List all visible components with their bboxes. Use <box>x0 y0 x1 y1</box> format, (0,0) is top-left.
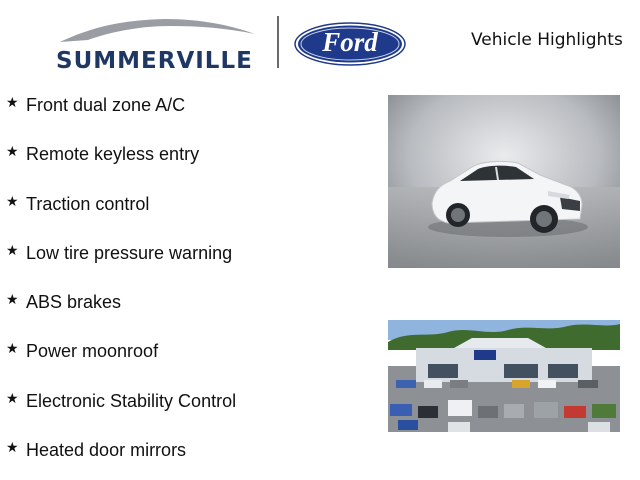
list-item <box>6 143 236 192</box>
list-item <box>6 439 236 480</box>
star-icon: ★ <box>6 242 19 259</box>
star-icon: ★ <box>6 440 19 457</box>
list-item <box>6 340 236 389</box>
list-item <box>6 291 236 340</box>
feature-list <box>6 94 236 480</box>
car-silhouette-icon <box>50 12 265 52</box>
feature-label: Low tire pressure warning <box>26 242 233 263</box>
dealership-photo <box>388 320 620 432</box>
dealer-logo <box>50 12 265 74</box>
star-icon: ★ <box>6 193 19 210</box>
list-item <box>6 390 236 439</box>
ford-logo <box>294 22 406 66</box>
star-icon: ★ <box>6 144 19 161</box>
star-icon: ★ <box>6 95 19 111</box>
star-icon: ★ <box>6 390 19 407</box>
feature-label: Electronic Stability Control <box>26 390 237 411</box>
feature-label: ABS brakes <box>26 292 122 313</box>
list-item <box>6 94 236 143</box>
page-title: Vehicle Highlights <box>471 30 623 50</box>
list-item <box>6 242 236 291</box>
star-icon: ★ <box>6 341 19 358</box>
star-icon: ★ <box>6 292 19 309</box>
feature-label: Front dual zone A/C <box>26 95 186 115</box>
list-item <box>6 193 236 242</box>
ford-logo-text: Ford <box>322 27 378 57</box>
feature-label: Power moonroof <box>26 341 159 362</box>
feature-label: Traction control <box>26 193 150 214</box>
feature-label: Heated door mirrors <box>26 440 187 461</box>
dealer-name: SUMMERVILLE <box>56 48 253 74</box>
vehicle-photo <box>388 95 620 268</box>
logo-divider <box>277 16 279 68</box>
feature-label: Remote keyless entry <box>26 144 200 165</box>
